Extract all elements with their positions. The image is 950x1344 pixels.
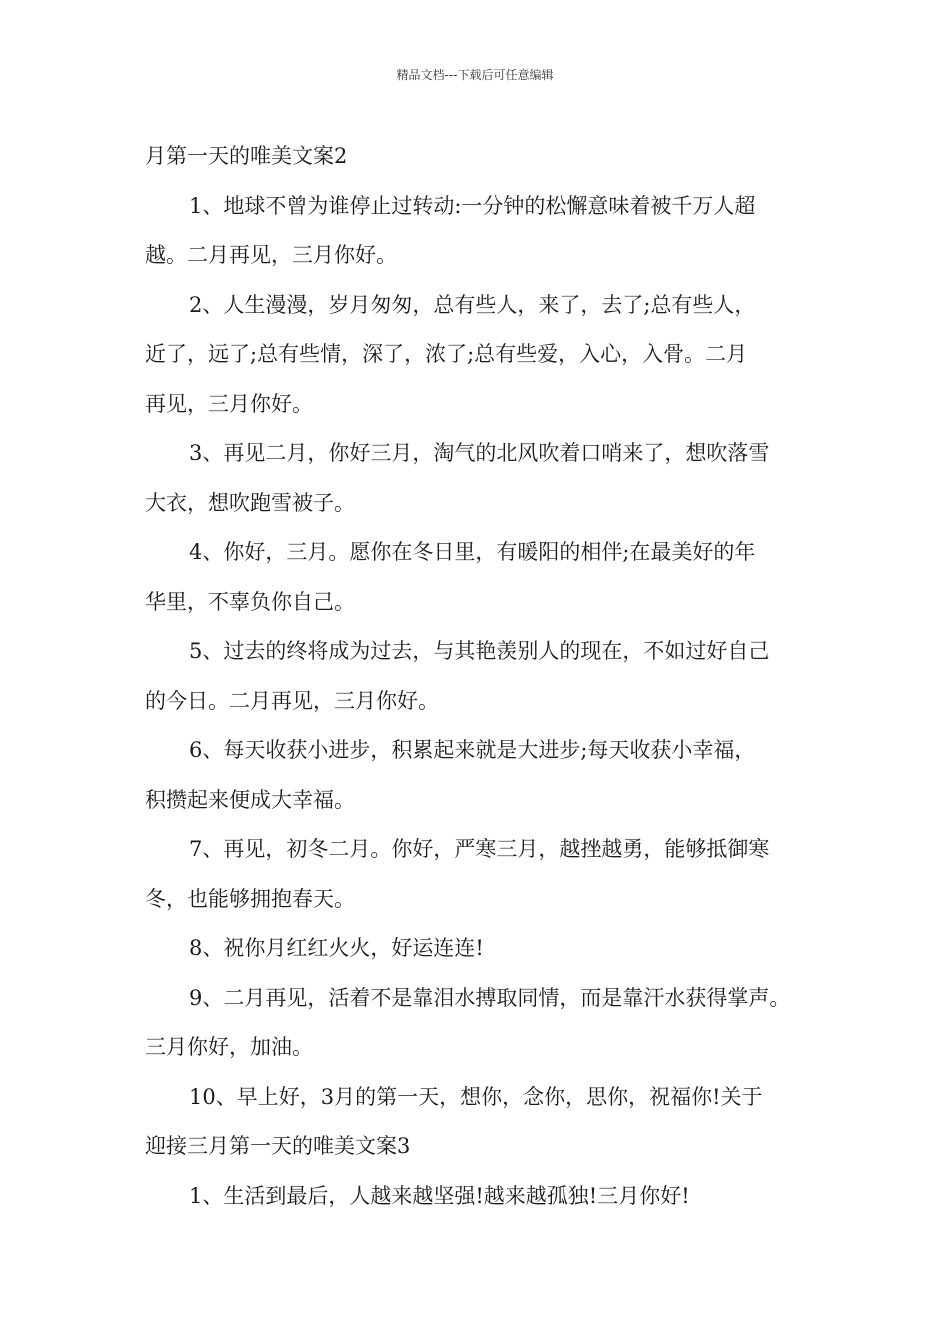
text-line: 4、你好，三月。愿你在冬日里，有暖阳的相伴;在最美好的年 (189, 540, 756, 564)
text-line: 近了，远了;总有些情，深了，浓了;总有些爱，入心，入骨。二月 (145, 342, 748, 366)
text-line: 6、每天收获小进步，积累起来就是大进步;每天收获小幸福， (189, 738, 756, 762)
text-line: 冬，也能够拥抱春天。 (145, 886, 355, 911)
text-line: 7、再见，初冬二月。你好，严寒三月，越挫越勇，能够抵御寒 (189, 837, 770, 861)
document-body (145, 132, 815, 1221)
text-line: 8、祝你月红红火火，好运连连! (189, 936, 484, 960)
text-line: 1、生活到最后，人越来越坚强!越来越孤独!三月你好! (189, 1183, 690, 1208)
text-line: 再见，三月你好。 (145, 391, 313, 416)
text-line: 的今日。二月再见，三月你好。 (145, 688, 439, 713)
text-line: 2、人生漫漫，岁月匆匆，总有些人，来了，去了;总有些人， (189, 292, 756, 317)
text-line: 3、再见二月，你好三月，淘气的北风吹着口哨来了，想吹落雪 (189, 441, 770, 465)
page-header: 精品文档---下载后可任意编辑 (396, 68, 554, 82)
text-line: 10、早上好，3月的第一天，想你，念你，思你，祝福你!关于 (189, 1084, 763, 1109)
text-line: 迎接三月第一天的唯美文案3 (145, 1134, 411, 1158)
text-line: 月第一天的唯美文案2 (145, 144, 348, 168)
text-line: 积攒起来便成大幸福。 (145, 787, 355, 812)
text-line: 1、地球不曾为谁停止过转动:一分钟的松懈意味着被千万人超 (189, 193, 756, 218)
text-line: 9、二月再见，活着不是靠泪水搏取同情，而是靠汗水获得掌声。 (189, 985, 791, 1010)
text-line: 5、过去的终将成为过去，与其艳羡别人的现在，不如过好自己 (189, 639, 770, 663)
text-line: 华里，不辜负你自己。 (145, 589, 355, 614)
text-line: 越。二月再见，三月你好。 (145, 243, 397, 267)
text-line: 大衣，想吹跑雪被子。 (145, 490, 355, 515)
text-line: 三月你好，加油。 (145, 1035, 313, 1059)
